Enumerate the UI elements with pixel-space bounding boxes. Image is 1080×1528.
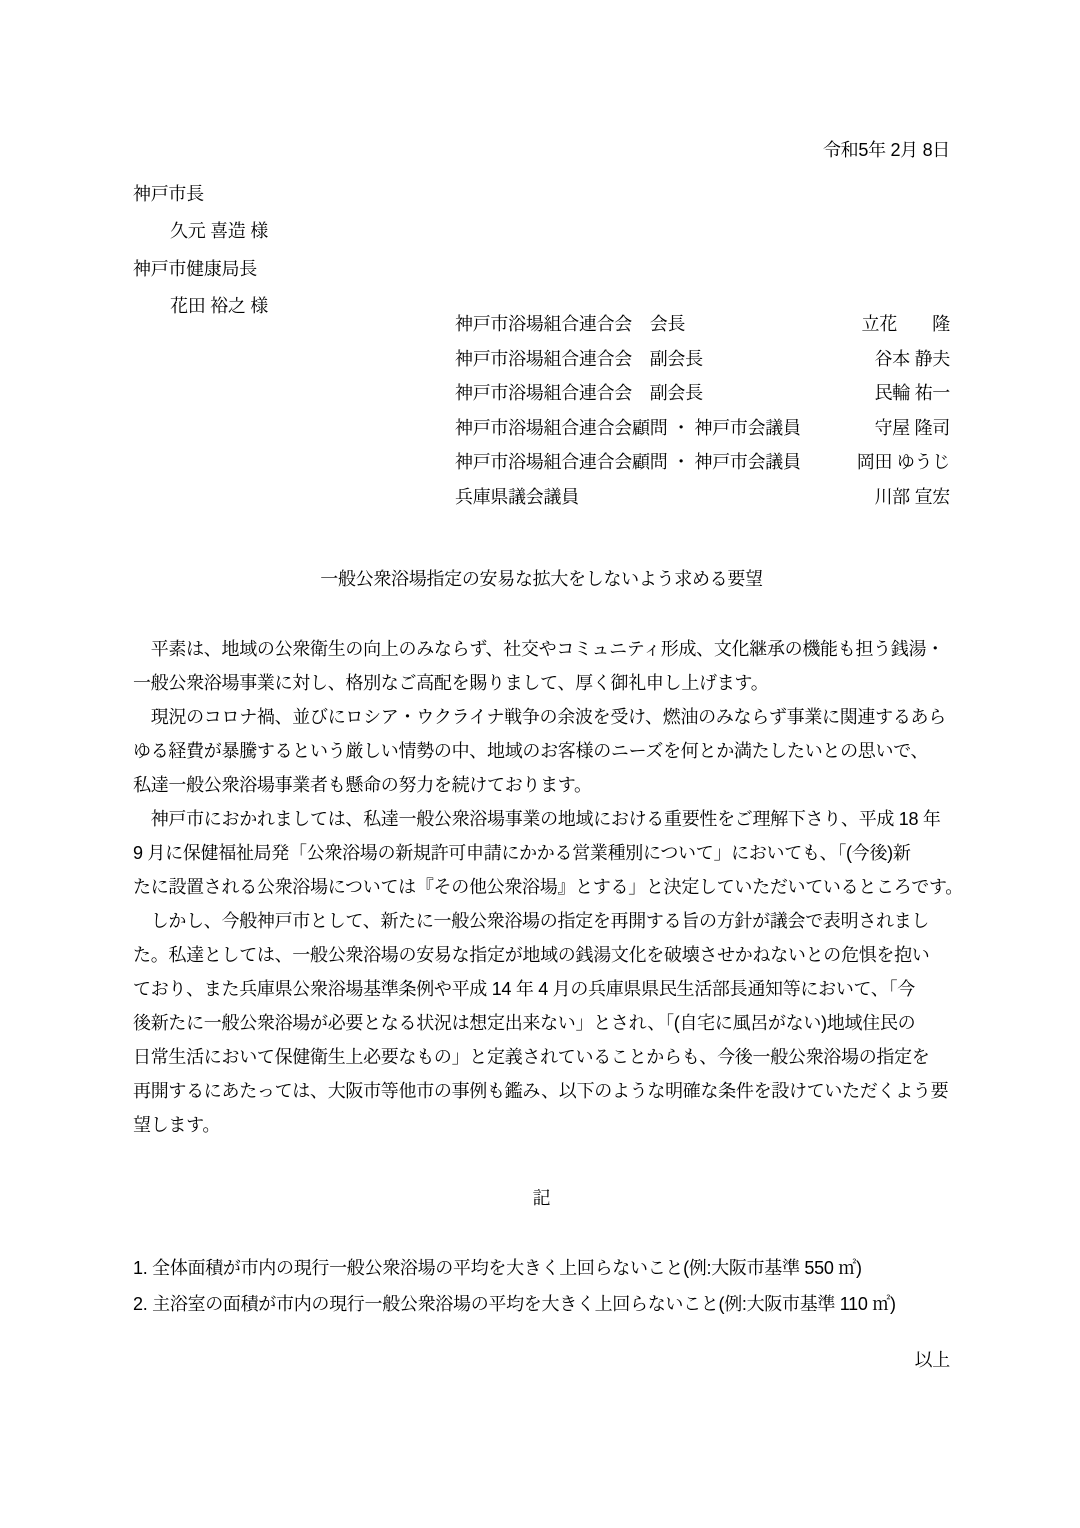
list-item: 1. 全体面積が市内の現行一般公衆浴場の平均を大きく上回らないこと(例:大阪市基準 550 ㎡): [133, 1258, 862, 1278]
body-line: しかし、今般神戸市として、新たに一般公衆浴場の指定を再開する旨の方針が議会で表明されまし: [133, 911, 930, 931]
body-line: 9 月に保健福祉局発「公衆浴場の新規許可申請にかかる営業種別について」においても、「(今後)新: [133, 843, 911, 863]
sender-title: 神戸市浴場組合連合会顧問 ・ 神戸市会議員: [455, 452, 801, 472]
sender-row: [133, 376, 950, 411]
sender-row: [133, 307, 950, 342]
sender-name: 民輪 祐一: [874, 383, 950, 403]
body-line: 日常生活において保健衛生上必要なもの」と定義されていることからも、今後一般公衆浴場の指定を: [133, 1047, 930, 1067]
recipient-name: 久元 喜造 様: [170, 221, 268, 242]
body-line: 再開するにあたっては、大阪市等他市の事例も鑑み、以下のような明確な条件を設けていただくよう要: [133, 1081, 949, 1101]
document-title: 一般公衆浴場指定の安易な拡大をしないよう求める要望: [320, 569, 763, 589]
sender-row: [133, 480, 950, 515]
sender-name: 立花 隆: [861, 314, 950, 334]
body-text: [133, 632, 963, 1142]
recipient-title: 神戸市健康局長: [133, 258, 257, 279]
body-line: ており、また兵庫県公衆浴場基準条例や平成 14 年 4 月の兵庫県県民生活部長通知等において、「今: [133, 979, 915, 999]
sender-title: 神戸市浴場組合連合会 副会長: [455, 383, 703, 403]
sender-name: 川部 宣宏: [874, 486, 950, 507]
body-line: 望します。: [133, 1115, 221, 1135]
sender-row: [133, 411, 950, 446]
sender-title: 兵庫県議会議員: [455, 486, 579, 507]
sender-title: 神戸市浴場組合連合会 会長: [455, 314, 686, 334]
sender-title: 神戸市浴場組合連合会 副会長: [455, 348, 703, 369]
body-line: 後新たに一般公衆浴場が必要となる状況は想定出来ない」とされ、「(自宅に風呂がない)地域住民の: [133, 1013, 916, 1033]
closing-marker: 以上: [914, 1350, 950, 1370]
body-line: た。私達としては、一般公衆浴場の安易な指定が地域の銭湯文化を破壊させかねないとの危惧を抱い: [133, 945, 930, 965]
body-line: 一般公衆浴場事業に対し、格別なご高配を賜りまして、厚く御礼申し上げます。: [133, 673, 769, 693]
body-line: 神戸市におかれましては、私達一般公衆浴場事業の地域における重要性をご理解下さり、平成 18 年: [133, 809, 941, 829]
body-line: 現況のコロナ禍、並びにロシア・ウクライナ戦争の余波を受け、燃油のみならず事業に関連するあら: [133, 707, 946, 727]
sender-name: 守屋 隆司: [874, 417, 950, 438]
sender-row: [133, 445, 950, 480]
body-line: ゆる経費が暴騰するという厳しい情勢の中、地域のお客様のニーズを何とか満たしたいとの思いで、: [133, 741, 929, 761]
document-date: 令和5年 2月 8日: [822, 140, 950, 160]
sender-row: [133, 342, 950, 377]
sender-name: 谷本 静夫: [874, 348, 950, 369]
sender-title: 神戸市浴場組合連合会顧問 ・ 神戸市会議員: [455, 417, 801, 438]
recipient-title: 神戸市長: [133, 184, 204, 204]
body-line: たに設置される公衆浴場については『その他公衆浴場』とする」と決定していただいているところです。: [133, 877, 963, 897]
recipient-block: [133, 176, 950, 326]
sender-name: 岡田 ゆうじ: [856, 452, 950, 472]
sender-block: [133, 307, 950, 514]
recipient-name: 花田 裕之 様: [170, 296, 268, 317]
body-line: 私達一般公衆浴場事業者も懸命の努力を続けております。: [133, 775, 592, 795]
body-line: 平素は、地域の公衆衛生の向上のみならず、社交やコミュニティ形成、文化継承の機能も担う銭湯・: [133, 639, 944, 659]
conditions-list: [133, 1250, 950, 1322]
note-marker: 記: [532, 1188, 551, 1208]
list-item: 2. 主浴室の面積が市内の現行一般公衆浴場の平均を大きく上回らないこと(例:大阪市基準 110 ㎡): [133, 1294, 896, 1314]
